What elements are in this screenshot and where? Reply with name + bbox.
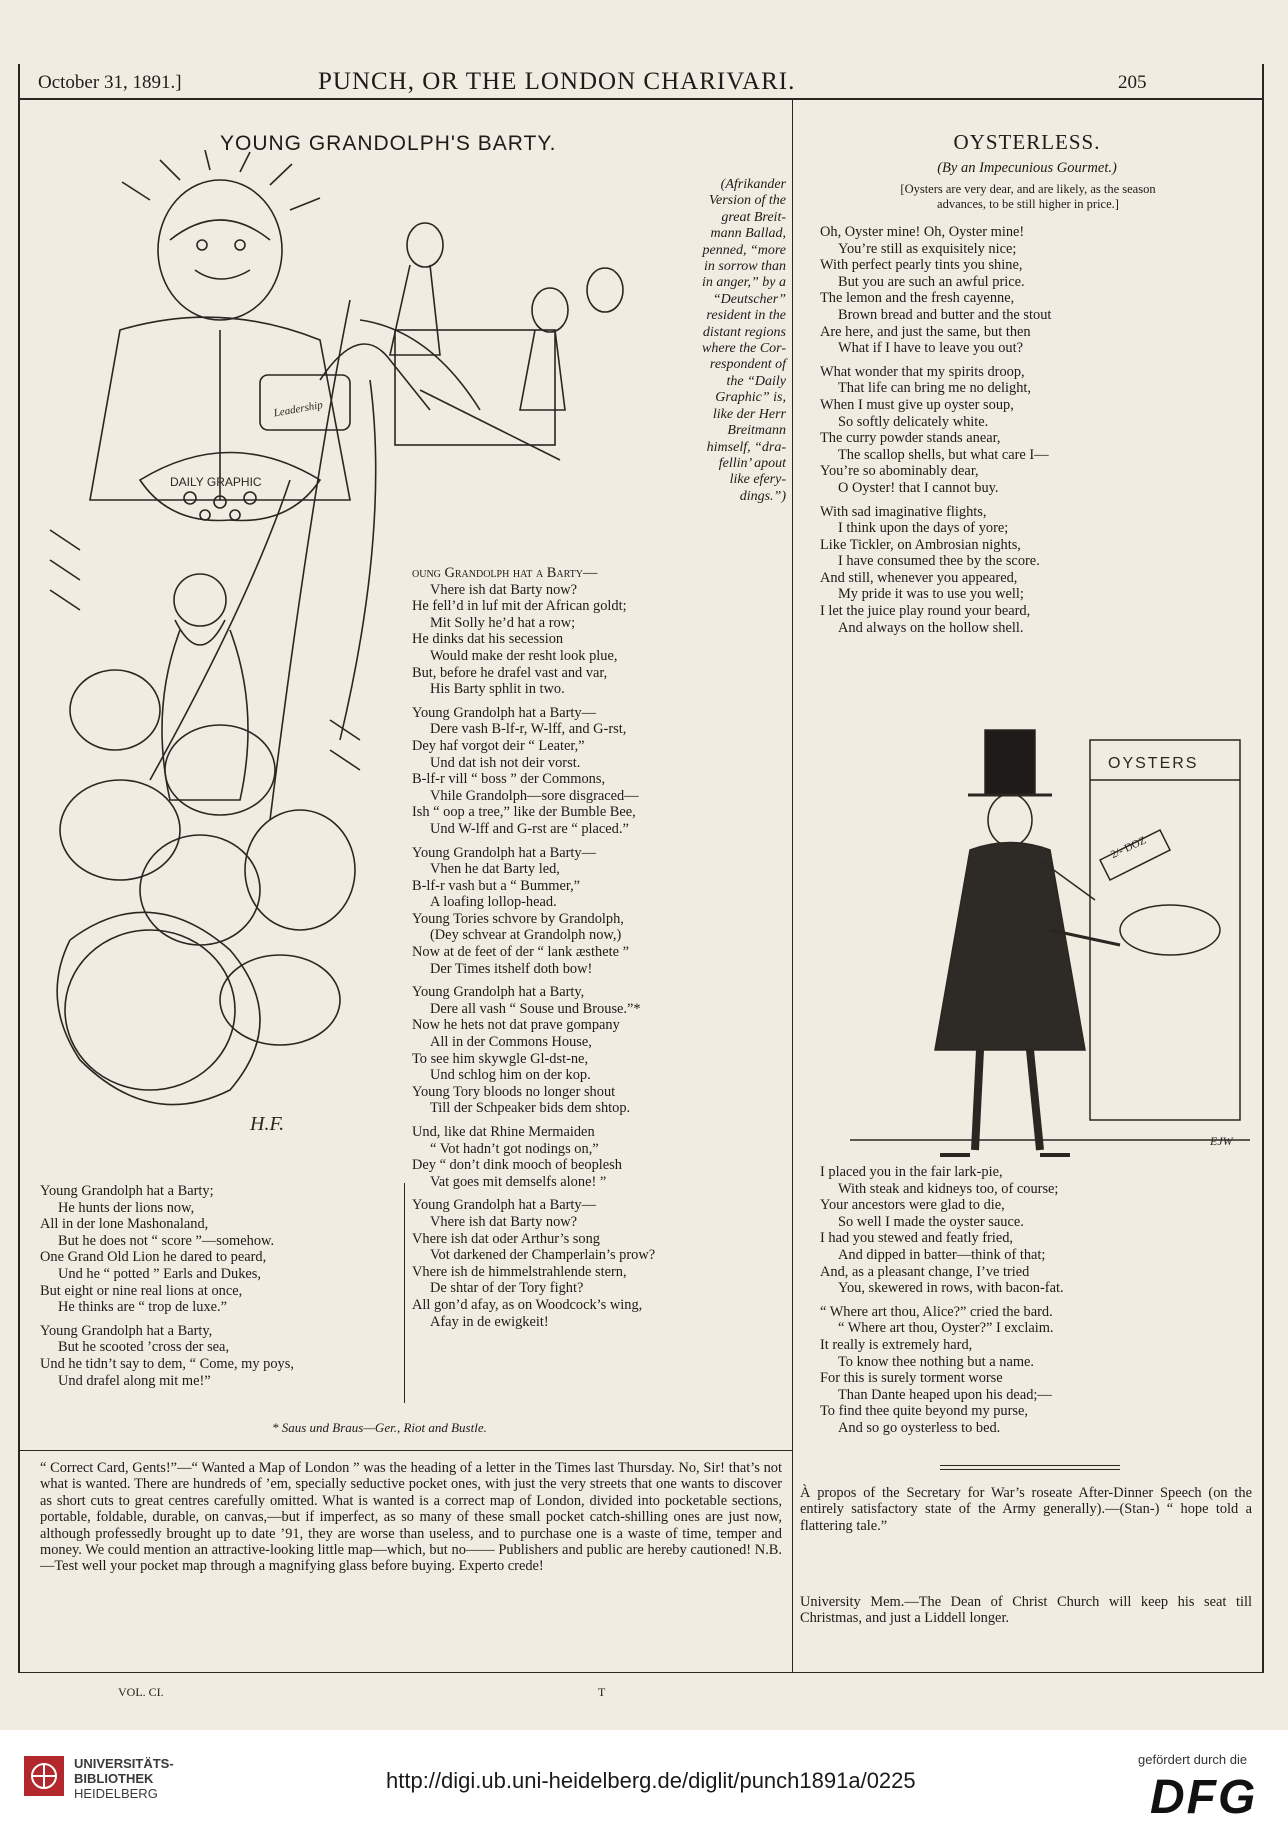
stanza: Young Grandolph hat a Barty; He hunts der lions now, All in der lone Mashonaland, But he does not “ score ”—somehow. One Grand Old Lion he dared to peard, Und he “ potted ” Earls and Dukes, But eight or nine real lions at once, He thinks are “ trop de luxe.” [40,1183,275,1316]
cartoon-signature: H.F. [250,1113,285,1135]
masthead-title: PUNCH, OR THE LONDON CHARIVARI. [318,68,796,95]
funded-by-text: gefördert durch die [1138,1752,1248,1767]
oysterless-subtitle: (By an Impecunious Gourmet.) [937,160,1117,176]
signature-mark: T [598,1685,606,1699]
left-frame-rule [18,64,20,1672]
oysterless-title: OYSTERLESS. [953,130,1101,154]
hair [170,220,270,240]
animal [220,955,340,1045]
stanza: Und, like dat Rhine Mermaiden “ Vot hadn’t got nodings on,” Dey “ don’t dink mooch of beoplesh Vat goes mit demselfs alone! ” [412,1124,622,1190]
stanza: Young Grandolph hat a Barty— Dere vash B-lf-r, W-lff, and G-rst, Dey haf vorgot deir “ Leater,” Und dat ish not deir vorst. B-lf-r vill “ boss ” der Commons, Vhile Grandolph—sore disgraced— Ish “ oop a tree,” like der Bumble Bee, Und W-lff and G-rst are “ placed.” [412,704,639,837]
ballad-note: (Afrikander Version of the great Breit- mann Ballad, penned, “more in sorrow than in anger,” by a “Deutscher” resident in the distant regions where the Cor- respondent of the “Daily Graphic” is, like der Herr Breitmann himself, “dra- fellin’ apout like efery- dings.”) [702,177,786,504]
small-figure-head [174,574,226,626]
figure-head [532,288,568,332]
ballad-stanzas-left [40,1183,400,1396]
university-name: UNIVERSITÄTS- BIBLIOTHEK HEIDELBERG [74,1756,174,1801]
source-url[interactable]: http://digi.ub.uni-heidelberg.de/diglit/punch1891a/0225 [386,1768,916,1793]
oysterless-epigraph: [Oysters are very dear, and are likely, as the season advances, to be still higher in price.] [900,182,1156,211]
ray [290,198,320,210]
seated-figure [320,344,430,410]
moustache [195,270,250,279]
heidelberg-logo-icon [22,1754,66,1798]
big-head [158,180,282,320]
lion [65,930,235,1090]
stanza: Young Grandolph hat a Barty, But he scooted ’cross der sea, Und he tidn’t say to dem, “ Come, my poys, Und drafel along mit me!” [40,1322,294,1389]
oyster-pile [1120,905,1220,955]
stanza: I placed you in the fair lark-pie, With steak and kidneys too, of course; Your ancestors were glad to die, So well I made the oyster sauce. I had you stewed and featly fried, And dipped in batter—think of that; And, as a pleasant change, I’ve tried You, skewered in rows, with bacon-fat. [820,1164,1064,1297]
ray [240,152,250,172]
hat-label: DAILY GRAPHIC [170,475,262,489]
divider [940,1469,1120,1470]
animal [70,670,160,750]
ballad-stanzas-right [412,565,792,1337]
animal [60,780,180,880]
animal [245,810,355,930]
figure-head [407,223,443,267]
legs [975,1050,1040,1150]
section-rule [18,1450,792,1451]
frock-coat [935,843,1085,1051]
stanza: Young Grandolph hat a Barty— Vhen he dat Barty led, B-lf-r vash but a “ Bummer,” A loafing lollop-head. Young Tories schvore by Grandolph, (Dey schvear at Grandolph now,) Now at de feet of der “ lank æsthete ” Der Times itshelf doth bow! [412,844,629,977]
correct-card-paragraph: “ Correct Card, Gents!”—“ Wanted a Map of London ” was the heading of a letter in the Times last Thursday. No, Sir! that’s not what is wanted. There are hundreds of ’em, specially seductive pocket ones, with just the very streets that one wants to discover as short cuts to great centres carefully omitted. What is wanted is a correct map of London, divided into pocketable sections, portable, foldable, durable, on canvas,—but if imperfect, as so many of these small pocket catch-shilling ones are just now, although professedly brought up to date ’91, they are worse than useless, and to purchase one is a waste of time, temper and money. We could mention an attractive-looking little map—which, but no—— Publishers and public are hereby cautioned! N.B.—Test well your pocket map through a magnifying glass before buying. Experto crede! [40,1460,782,1575]
divider [940,1465,1120,1466]
stanza: Oh, Oyster mine! Oh, Oyster mine! You’re still as exquisitely nice; With perfect pearly tints you shine, But you are such an awful price. The lemon and the fresh cayenne, Brown bread and butter and the stout Are here, and just the same, but then What if I have to leave you out? [820,224,1052,357]
stanza-divider [404,1183,405,1403]
ray [205,150,210,170]
stanza: oung Grandolph hat a Barty— Vhere ish dat Barty now? He fell’d in luf mit der African goldt; Mit Solly he’d hat a row; He dinks dat his secession Would make der resht look plue, But, before he drafel vast and var, His Barty sphlit in two. [412,565,627,698]
shop-sign: OYSTERS [1108,755,1199,772]
stanza: What wonder that my spirits droop, That life can bring me no delight, When I must give up oyster soup, So softly delicately white. The curry powder stands anear, The scallop shells, but what care I— You’re so abominably dear, O Oyster! that I cannot buy. [820,363,1049,496]
stanza: Young Grandolph hat a Barty— Vhere ish dat Barty now? Vhere ish dat oder Arthur’s song Vot darkened der Champerlain’s prow? Vhere ish de himmelstrahlende stern, De shtar of der Tory fight? All gon’d afay, as on Woodcock’s wing, Afay in de ewigkeit! [412,1197,656,1330]
oysterless-stanzas-top [820,224,1250,643]
digitization-footer [0,1730,1288,1836]
top-hat [985,730,1035,795]
man-head [988,794,1032,846]
volume-label: VOL. CI. [118,1685,164,1699]
grass-blade [340,380,376,740]
shop-signature: EJW [1210,1134,1233,1148]
stanza: “ Where art thou, Alice?” cried the bard. “ Where art thou, Oyster?” I exclaim. It really is extremely hard, To know thee nothing but a name. For this is surely torment worse Than Dante heaped upon his dead;— To find thee quite beyond my purse, And so go oysterless to bed. [820,1303,1054,1436]
eye [197,240,207,250]
university-paragraph: University Mem.—The Dean of Christ Church will keep his seat till Christmas, and just a Liddell longer. [800,1594,1252,1627]
price-label: 2/- DOZ [1108,834,1149,862]
issue-date: October 31, 1891.] [38,72,182,93]
stanza: Young Grandolph hat a Barty, Dere all vash “ Souse und Brouse.”* Now he hets not dat prave gompany All in der Commons House, To see him skywgle Gl-dst-ne, Und schlog him on der kop. Young Tory bloods no longer shout Till der Schpeaker bids dem shtop. [412,984,641,1117]
footnote: * Saus und Braus—Ger., Riot and Bustle. [272,1420,487,1435]
right-frame-rule [1262,64,1264,1672]
page-number: 205 [1118,72,1147,93]
stanza: With sad imaginative flights, I think upon the days of yore; Like Tickler, on Ambrosian nights, I have consumed thee by the score. And still, whenever you appeared, My pride it was to use you well; I let the juice play round your beard, And always on the hollow shell. [820,503,1040,636]
shop-window [1090,740,1240,1120]
grass-blade [270,300,350,820]
ray [270,164,292,185]
bag-label: Leadership [272,399,324,420]
ray [160,160,180,180]
oysterless-stanzas-bottom [820,1164,1250,1444]
article-title: YOUNG GRANDOLPH'S BARTY. [220,132,557,155]
ray [122,182,150,200]
figure-head [587,268,623,312]
oyster-shop-illustration [850,700,1250,1160]
apropos-paragraph: À propos of the Secretary for War’s roseate After-Dinner Speech (on the entirely satisfactory state of the Army generally).—(Stan-) “ hope told a flattering tale.” [800,1485,1252,1534]
dfg-logo: DFG [1150,1771,1258,1824]
eye [235,240,245,250]
small-figure-body [162,630,248,800]
column-rule [792,100,793,1672]
animal [165,725,275,815]
header-rule [18,98,1264,100]
footer-rule [18,1672,1264,1673]
